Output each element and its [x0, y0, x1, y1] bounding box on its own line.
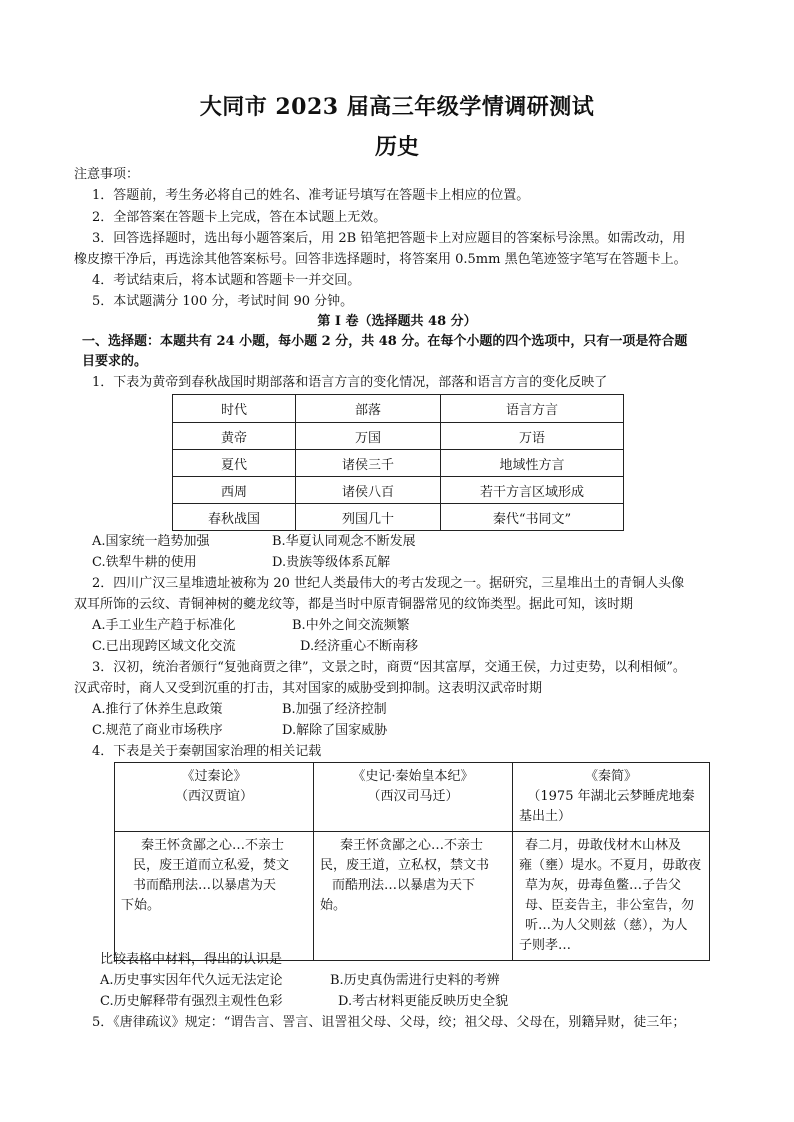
q2-option-b: B.中外之间交流频繁 [292, 618, 410, 633]
q3-option-c: C.规范了商业市场秩序 [92, 723, 223, 738]
q4-cell-line: 民，废王道而立私爱，焚文 [133, 858, 290, 873]
notice-item: 橡皮擦干净后，再选涂其他答案标号。回答非选择题时，将答案用 0.5mm 黑色笔迹签字笔写在答题卡上。 [74, 252, 687, 267]
q4-cell-line: 而酷刑法…以暴虐为天下 [332, 878, 476, 893]
q1-header-dialect: 语言方言 [441, 395, 624, 423]
section-instruction: 一、选择题：本题共有 24 小题，每小题 2 分，共 48 分。在每个小题的四个选项中，只有一项是符合题 [82, 334, 688, 349]
q1-cell: 诸侯三千 [296, 450, 441, 477]
q4-cell-shiji [314, 832, 513, 961]
q4-header-guoqinlun [115, 763, 314, 832]
q3-stem: 汉武帝时，商人又受到沉重的打击，其对国家的威胁受到抑制。这表明汉武帝时期 [74, 681, 543, 696]
q4-cell-line: 下始。 [121, 898, 161, 913]
q4-option-b: B.历史真伪需进行史料的考辨 [330, 973, 500, 988]
q4-option-c: C.历史解释带有强烈主观性色彩 [100, 994, 283, 1009]
notice-item: 1．答题前，考生务必将自己的姓名、准考证号填写在答题卡上相应的位置。 [92, 188, 530, 203]
q1-cell: 若干方言区域形成 [441, 477, 624, 504]
q4-cell-line: 母、臣妾告主，非公室告，勿 [525, 898, 695, 913]
q2-stem: 双耳所饰的云纹、青铜神树的夔龙纹等，都是当时中原青铜器常见的纹饰类型。据此可知，该时期 [74, 597, 634, 612]
q4-cell-line: 民，废王道，立私权，禁文书 [320, 858, 490, 873]
q4-header-qinjian [513, 763, 710, 832]
q4-header-line: （西汉贾谊） [174, 789, 253, 804]
q4-followup: 比较表格中材料，得出的认识是 [100, 952, 283, 967]
q1-stem: 1．下表为黄帝到春秋战国时期部落和语言方言的变化情况，部落和语言方言的变化反映了 [92, 375, 608, 390]
q1-option-b: B.华夏认同观念不断发展 [272, 534, 416, 549]
q4-cell-line: 秦王怀贪鄙之心…不亲士 [141, 838, 285, 853]
notice-item: 3．回答选择题时，选出每小题答案后，用 2B 铅笔把答题卡上对应题目的答案标号涂黑。如需改动，用 [92, 231, 686, 246]
q4-cell-guoqinlun [115, 832, 314, 961]
q1-cell: 西周 [173, 477, 296, 504]
q1-cell: 万国 [296, 423, 441, 450]
q5-stem: 5．《唐律疏议》规定：“谓告言、詈言、诅詈祖父母、父母，绞；祖父母、父母在，别籍异财，徒三年； [92, 1015, 686, 1030]
q4-header-line: 基出土） [519, 809, 572, 824]
q4-table [114, 762, 710, 961]
q1-cell: 列国几十 [296, 504, 441, 531]
q4-header-shiji [314, 763, 513, 832]
q4-cell-qinjian [513, 832, 710, 961]
q2-option-c: C.已出现跨区域文化交流 [92, 639, 236, 654]
q4-stem: 4．下表是关于秦朝国家治理的相关记载 [92, 744, 322, 759]
q1-cell: 黄帝 [173, 423, 296, 450]
q2-option-a: A.手工业生产趋于标准化 [92, 618, 236, 633]
section-instruction: 目要求的。 [82, 354, 148, 369]
section-title: 第 I 卷（选择题共 48 分） [317, 314, 477, 329]
q4-cell-line: 书而酷刑法…以暴虐为天 [133, 878, 277, 893]
q4-cell-line: 听…为人父则兹（慈），为人 [525, 918, 688, 933]
notice-heading: 注意事项： [74, 167, 140, 182]
q1-cell: 秦代“书同文” [441, 504, 624, 531]
q4-header-line: （西汉司马迁） [367, 789, 459, 804]
q4-header-line: 《过秦论》 [181, 769, 247, 784]
q4-header-line: 《史记·秦始皇本纪》 [352, 769, 474, 784]
q3-option-b: B.加强了经济控制 [282, 702, 387, 717]
q1-header-tribe: 部落 [296, 395, 441, 423]
q4-option-d: D.考古材料更能反映历史全貌 [338, 994, 509, 1009]
notice-item: 2．全部答案在答题卡上完成，答在本试题上无效。 [92, 210, 387, 225]
q1-option-a: A.国家统一趋势加强 [92, 534, 210, 549]
q4-option-a: A.历史事实因年代久远无法定论 [100, 973, 283, 988]
notice-item: 4．考试结束后，将本试题和答题卡一并交回。 [92, 273, 361, 288]
q1-cell: 诸侯八百 [296, 477, 441, 504]
q3-option-a: A.推行了休养生息政策 [92, 702, 223, 717]
q1-cell: 万语 [441, 423, 624, 450]
exam-title: 大同市 2023 届高三年级学情调研测试 [199, 94, 595, 120]
q1-option-c: C.铁犁牛耕的使用 [92, 555, 197, 570]
q2-stem: 2．四川广汉三星堆遗址被称为 20 世纪人类最伟大的考古发现之一。据研究，三星堆出土的青铜人头像 [92, 576, 685, 591]
q1-cell: 夏代 [173, 450, 296, 477]
q1-table [172, 394, 624, 531]
subject-title: 历史 [374, 134, 419, 160]
q4-header-line: 《秦简》 [584, 769, 637, 784]
q3-stem: 3．汉初，统治者颁行“复弛商贾之律”，文景之时，商贾“因其富厚，交通王侯，力过吏势，以利相倾”。 [92, 660, 686, 675]
q3-option-d: D.解除了国家威胁 [282, 723, 388, 738]
q1-cell: 春秋战国 [173, 504, 296, 531]
q1-cell: 地域性方言 [441, 450, 624, 477]
q4-cell-line: 雍（壅）堤水。不夏月，毋敢夜 [519, 858, 702, 873]
q2-option-d: D.经济重心不断南移 [300, 639, 419, 654]
q4-cell-line: 子则孝… [519, 938, 572, 953]
notice-item: 5．本试题满分 100 分，考试时间 90 分钟。 [92, 294, 354, 309]
q1-option-d: D.贵族等级体系瓦解 [272, 555, 391, 570]
q4-cell-line: 始。 [320, 898, 347, 913]
q4-header-line: （1975 年湖北云梦睡虎地秦 [527, 789, 695, 804]
q1-header-era: 时代 [173, 395, 296, 423]
q4-cell-line: 秦王怀贪鄙之心…不亲士 [340, 838, 484, 853]
q4-cell-line: 草为灰，毋毒鱼鳖…子告父 [525, 878, 682, 893]
q4-cell-line: 春二月，毋敢伐材木山林及 [525, 838, 682, 853]
